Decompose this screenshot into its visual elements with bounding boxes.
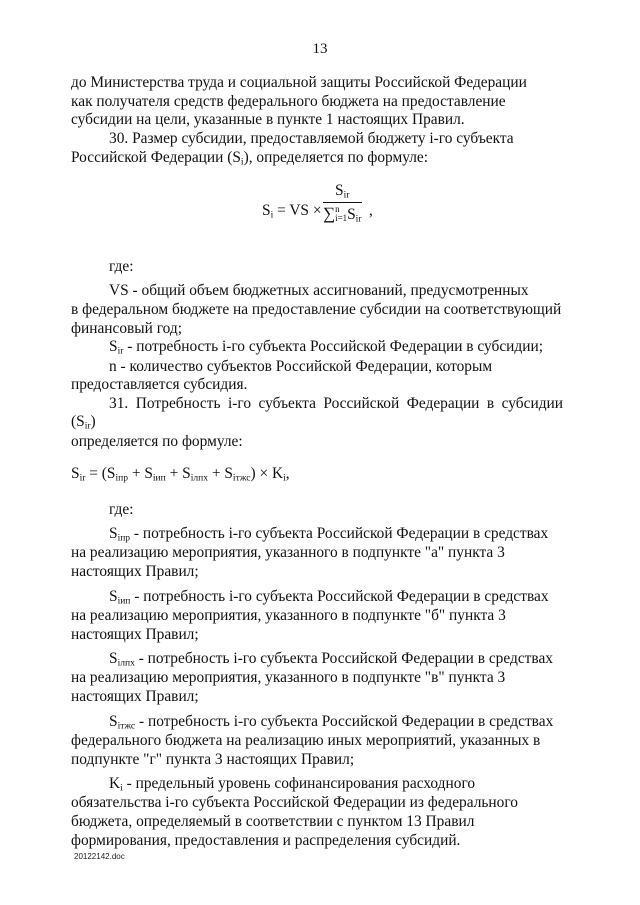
subscript: i	[240, 156, 244, 168]
text-line	[71, 376, 563, 395]
definition-ki	[71, 775, 563, 794]
subscript: iпр	[117, 532, 131, 544]
text-line	[71, 669, 563, 688]
text-run: на реализацию мероприятия, указанного в подпункте "в" пункта 3	[71, 669, 506, 687]
text-line	[71, 258, 563, 277]
symbol: S	[109, 338, 118, 356]
text-line	[71, 794, 563, 813]
subscript: iип	[117, 595, 131, 607]
operator: ) × K	[250, 465, 284, 483]
text-run: подпункте "г" пункта 3 настоящих Правил;	[71, 750, 355, 768]
text-line	[71, 732, 563, 751]
text-run: федерального бюджета на реализацию иных мероприятий, указанных в	[71, 731, 541, 749]
text-run: где:	[109, 257, 134, 275]
subscript: iтжс	[232, 473, 251, 485]
subscript: iтжс	[117, 720, 136, 732]
text-run: в федеральном бюджете на предоставление субсидии на соответствующий	[71, 301, 562, 319]
operator: + S	[207, 465, 233, 483]
text-run: - потребность i-го субъекта Российской Федерации в средствах	[134, 650, 553, 668]
symbol: S	[347, 206, 356, 223]
operator: = VS ×	[273, 201, 322, 219]
text-line	[71, 563, 563, 582]
symbol: S	[71, 465, 80, 483]
text-line	[71, 832, 563, 851]
operator: + S	[165, 465, 191, 483]
subscript: ir	[84, 421, 91, 433]
text-run: бюджета, определяемый в соответствии с пунктом 13 Правил	[71, 813, 475, 831]
definition-s-itzhs	[71, 713, 563, 732]
subscript: i	[120, 782, 123, 794]
formula-comma: ,	[285, 465, 290, 483]
text-run: n - количество субъектов Российской Федерации, которым	[109, 357, 493, 375]
sum-limits	[335, 205, 347, 223]
text-line	[71, 501, 563, 520]
text-run: предоставляется субсидия.	[71, 376, 248, 394]
text-run: до Министерства труда и социальной защиты Российской Федерации	[71, 74, 527, 91]
symbol: S	[109, 587, 118, 605]
symbol: S	[109, 712, 118, 730]
paragraph-31	[71, 395, 563, 433]
text-run: VS - общий объем бюджетных ассигнований, предусмотренных	[109, 282, 529, 300]
text-line	[71, 433, 563, 452]
subscript: ir	[343, 189, 350, 201]
text-run: определяется по формуле:	[71, 432, 243, 450]
definition-s-ipr	[71, 525, 563, 544]
symbol: S	[109, 525, 118, 543]
text-line	[71, 813, 563, 832]
formula-subsidy-need	[71, 465, 563, 484]
subscript: i	[283, 473, 286, 485]
definition-n	[71, 358, 563, 377]
document-body	[71, 74, 563, 850]
text-line	[71, 751, 563, 770]
formula-subsidy-size	[71, 182, 563, 244]
sum-lower: i=1	[335, 212, 348, 223]
text-run: Российской Федерации (S	[71, 148, 241, 166]
text-run: настоящих Правил;	[71, 688, 199, 706]
footer-filename: 20122142.doc	[74, 852, 125, 861]
definition-s-ilpkh	[71, 650, 563, 669]
text-run: - потребность i-го субъекта Российской Федерации в средствах	[130, 525, 549, 543]
text-line	[71, 111, 563, 130]
paragraph-30	[71, 130, 563, 149]
subscript: iпр	[115, 473, 128, 485]
symbol: K	[109, 775, 121, 793]
text-run: настоящих Правил;	[71, 563, 199, 581]
formula-lhs	[262, 202, 322, 221]
text-run: )	[90, 413, 96, 431]
text-run: настоящих Правил;	[71, 625, 199, 643]
subscript: iип	[152, 473, 166, 485]
text-run: финансовый год;	[71, 319, 183, 337]
symbol: S	[335, 181, 344, 199]
text-line	[71, 607, 563, 626]
text-run: формирования, предоставления и распределения субсидий.	[71, 831, 461, 849]
page-number: 13	[312, 41, 328, 57]
fraction	[323, 182, 362, 225]
text-run: - потребность i-го субъекта Российской Федерации в субсидии;	[123, 338, 543, 356]
subscript: iлпх	[117, 657, 135, 669]
definition-sir	[71, 338, 563, 357]
fraction-denominator	[323, 203, 362, 225]
text-line	[71, 626, 563, 645]
subscript: ir	[355, 213, 362, 225]
text-line	[71, 149, 563, 168]
text-run: 30. Размер субсидии, предоставляемой бюджету i-го субъекта	[109, 129, 514, 147]
formula-comma: ,	[369, 201, 373, 219]
text-run: на реализацию мероприятия, указанного в подпункте "а" пункта 3	[71, 544, 505, 562]
text-line	[71, 74, 563, 93]
operator: = (S	[85, 465, 116, 483]
text-run: субсидии на цели, указанные в пункте 1 настоящих Правил.	[71, 111, 465, 129]
text-line	[71, 301, 563, 320]
text-run: обязательства i-го субъекта Российской Федерации из федерального	[71, 794, 518, 812]
sum-upper: n	[335, 203, 340, 214]
text-run: - потребность i-го субъекта Российской Федерации в средствах	[135, 712, 554, 730]
subscript: i	[270, 209, 274, 221]
definition-s-iip	[71, 588, 563, 607]
text-run: где:	[109, 500, 134, 518]
definition-vs	[71, 282, 563, 301]
text-line	[71, 320, 563, 339]
operator: + S	[127, 465, 153, 483]
subscript: ir	[117, 346, 124, 358]
subscript: iлпх	[190, 473, 208, 485]
text-line	[71, 688, 563, 707]
text-run: - предельный уровень софинансирования расходного	[122, 775, 476, 793]
text-run: ), определяется по формуле:	[243, 148, 429, 166]
text-line	[71, 544, 563, 563]
text-run: - потребность i-го субъекта Российской Федерации в средствах	[130, 587, 549, 605]
sum-symbol: ∑	[323, 204, 336, 223]
text-run: как получателя средств федерального бюджета на предоставление	[71, 92, 506, 110]
symbol: S	[109, 650, 118, 668]
text-run: на реализацию мероприятия, указанного в подпункте "б" пункта 3	[71, 606, 506, 624]
subscript: ir	[79, 473, 86, 485]
text-run: 31. Потребность i-го субъекта Российской Федерации в субсидии (S	[71, 394, 563, 431]
text-line	[71, 93, 563, 112]
fraction-numerator	[323, 182, 362, 203]
symbol: S	[262, 201, 271, 219]
